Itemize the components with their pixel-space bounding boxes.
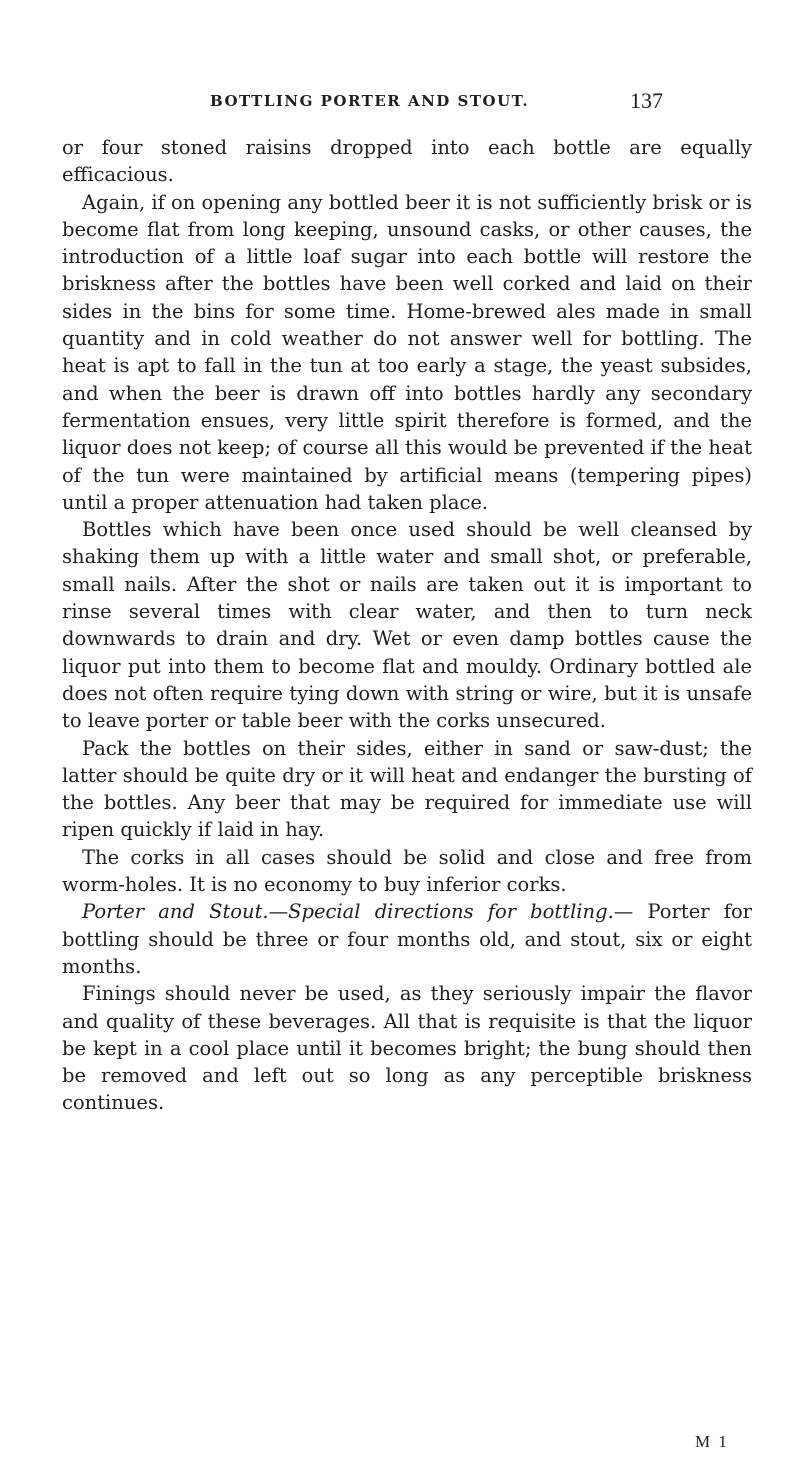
paragraph-finings: Finings should never be used, as they seriously impair the flavor and quality of these beverages. All that is requisite is that the liquor be kept in a cool place until it becomes bright; the bung should then be removed and left out so long as any perceptible briskness continues. <box>62 982 752 1115</box>
paragraph-corks: The corks in all cases should be solid and close and free from worm-holes. It is no economy to buy inferior corks. <box>62 845 752 897</box>
page-header <box>0 88 800 128</box>
body-text <box>62 134 752 1117</box>
section-text: Porter for bottling should be three or four months old, and stout, six or eight months. <box>62 900 753 978</box>
paragraph-porter-stout: Porter and Stout.—Special directions for bottling.— Porter for bottling should be three or four months old, and stout, six or eight months. <box>62 900 753 978</box>
page-number: 137 <box>630 88 663 113</box>
section-subheading: Special directions for bottling. <box>288 900 614 924</box>
paragraph-packing: Pack the bottles on their sides, either in sand or saw-dust; the latter should be quite dry or it will heat and endanger the bursting of the bottles. Any beer that may be required for immediate use will ripen quickly if laid in hay. <box>62 736 752 842</box>
paragraph-cleansing-bottles: Bottles which have been once used should be well cleansed by shaking them up with a little water and small shot, or preferable, small nails. After the shot or nails are taken out it is important to rinse several times with clear water, and then to turn neck downwards to drain and dry. Wet or even damp bottles cause the liquor put into them to become flat and mouldy. Ordinary bottled ale does not often require tying down with string or wire, but it is unsafe to leave porter or table beer with the corks unsecured. <box>62 518 752 733</box>
running-title: BOTTLING PORTER AND STOUT. <box>210 92 530 110</box>
signature-mark: M 1 <box>695 1432 729 1451</box>
paragraph-briskness: Again, if on opening any bottled beer it is not sufficiently brisk or is become flat from long keeping, unsound casks, or other causes, the introduction of a little loaf sugar into each bottle will restore the briskness after the bottles have been well corked and laid on their sides in the bins for some time. Home-brewed ales made in small quantity and in cold weather do not answer well for bottling. The heat is apt to fall in the tun at too early a stage, the yeast subsides, and when the beer is drawn off into bottles hardly any secondary fermentation ensues, very little spirit therefore is formed, and the liquor does not keep; of course all this would be prevented if the heat of the tun were maintained by artificial means (tempering pipes) until a proper attenuation had taken place. <box>62 190 752 514</box>
section-heading: Porter and Stout. <box>82 900 269 924</box>
paragraph-continuation: or four stoned raisins dropped into each bottle are equally efficacious. <box>62 136 752 187</box>
